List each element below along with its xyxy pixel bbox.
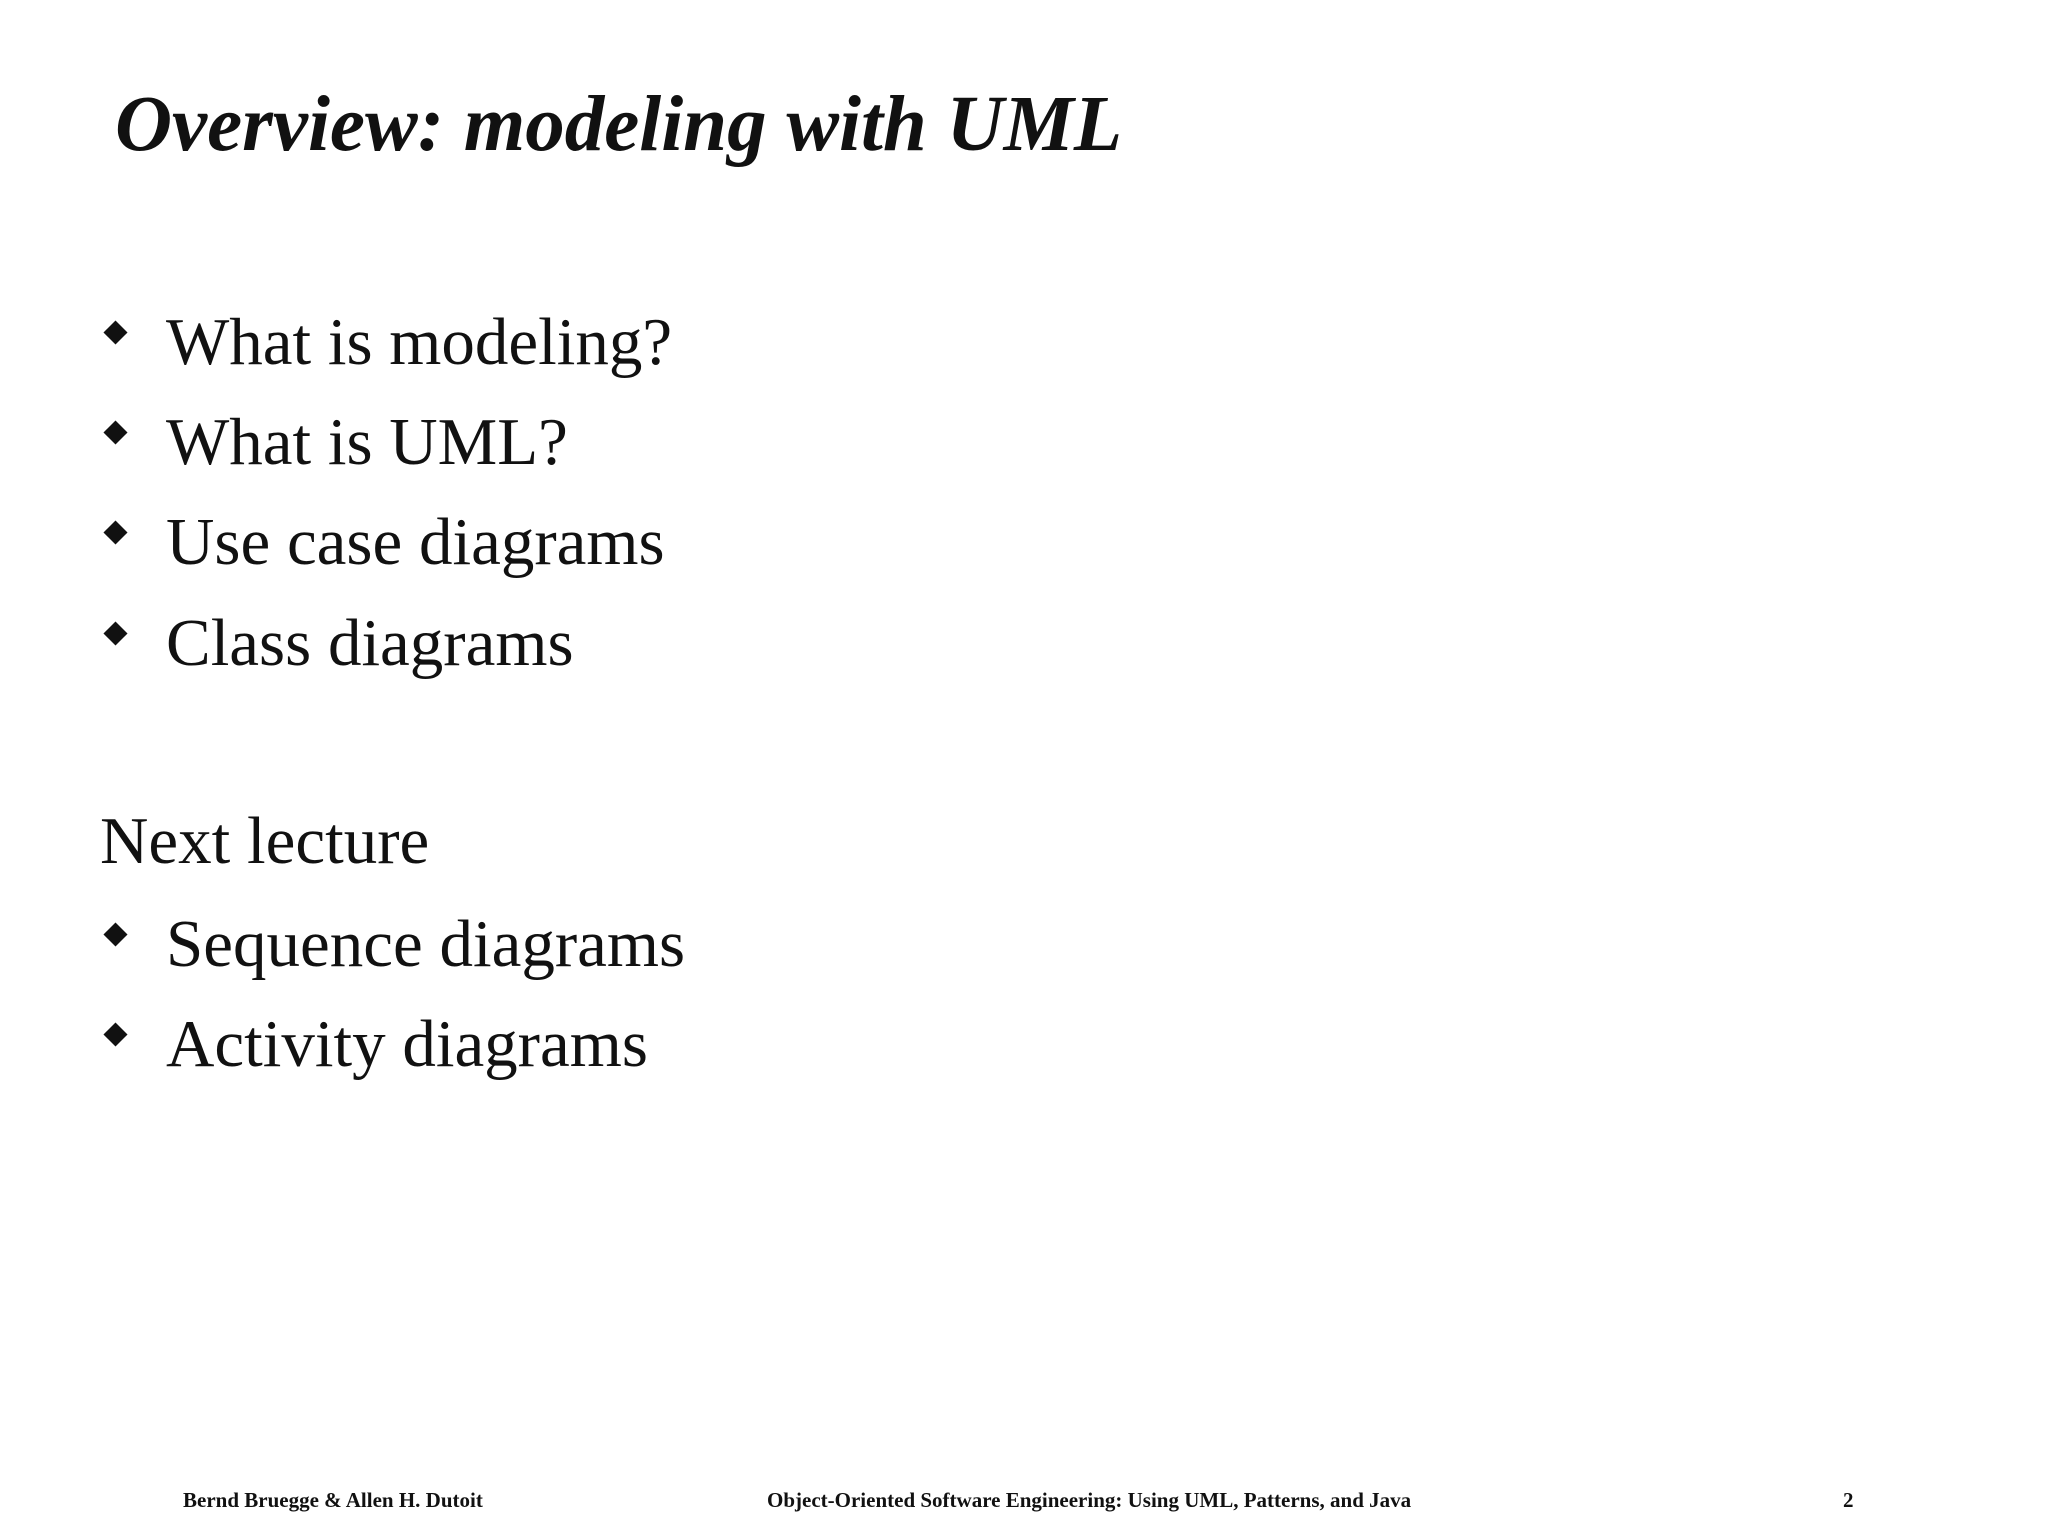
- list-item-text: What is modeling?: [166, 305, 673, 379]
- list-item-text: Class diagrams: [166, 606, 574, 680]
- page-number: 2: [1843, 1488, 1854, 1512]
- list-item-text: Use case diagrams: [166, 505, 665, 579]
- diamond-bullet-icon: [103, 621, 127, 645]
- footer-book-title: Object-Oriented Software Engineering: Using UML, Patterns, and Java: [767, 1488, 1412, 1512]
- diamond-bullet-icon: [103, 420, 127, 444]
- diamond-bullet-icon: [103, 1022, 127, 1046]
- diamond-bullet-icon: [103, 922, 127, 946]
- next-lecture-heading: Next lecture: [100, 804, 430, 878]
- list-item-text: Sequence diagrams: [166, 907, 686, 981]
- slide-title: Overview: modeling with UML: [115, 81, 1123, 168]
- footer-authors: Bernd Bruegge & Allen H. Dutoit: [183, 1488, 483, 1512]
- list-item-text: What is UML?: [166, 405, 568, 479]
- diamond-bullet-icon: [103, 320, 127, 344]
- diamond-bullet-icon: [103, 520, 127, 544]
- list-item-text: Activity diagrams: [166, 1007, 648, 1081]
